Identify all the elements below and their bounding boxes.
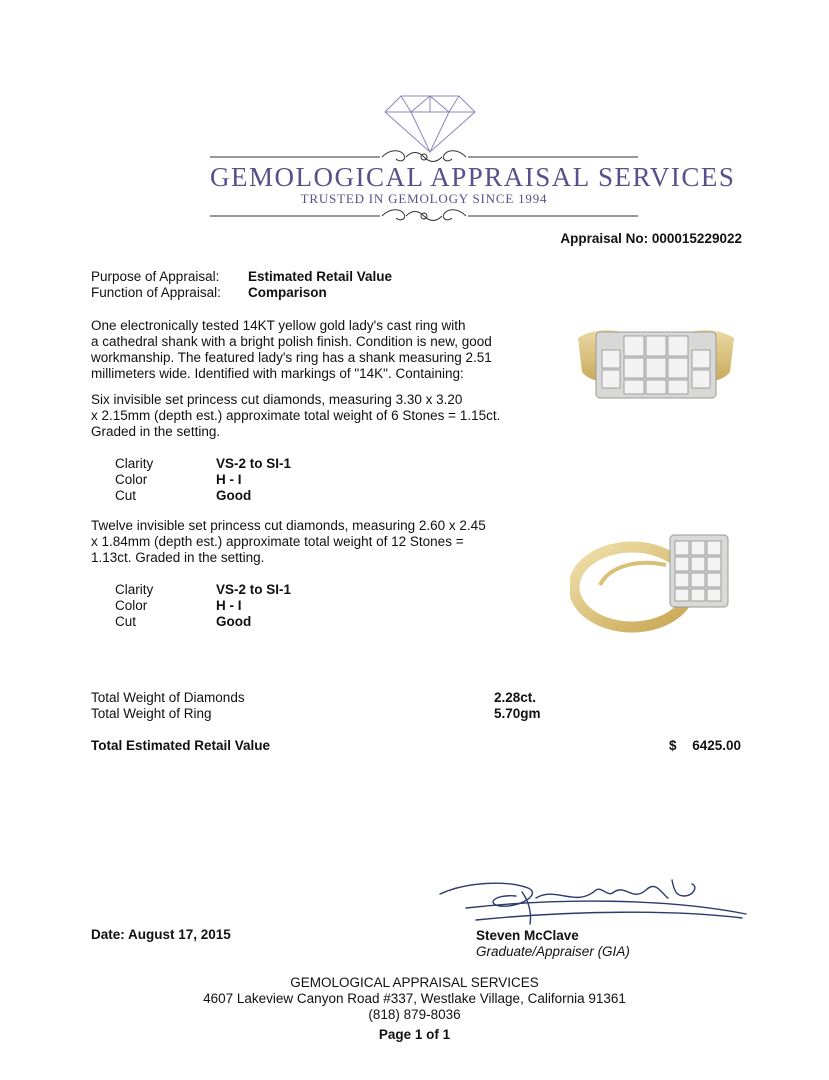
function-value: Comparison: [248, 285, 327, 300]
purpose-value: Estimated Retail Value: [248, 269, 393, 284]
appraiser-title: Graduate/Appraiser (GIA): [476, 944, 630, 959]
grade-label-clarity: Clarity: [115, 582, 154, 597]
grade-value-clarity: VS-2 to SI-1: [216, 582, 292, 597]
grade-value-color: H - I: [216, 472, 242, 487]
description-line: millimeters wide. Identified with markings of "14K". Containing:: [91, 366, 464, 381]
ring-description: [91, 318, 531, 382]
stone-description-line: Graded in the setting.: [91, 424, 221, 439]
description-line: a cathedral shank with a bright polish finish. Condition is new, good: [91, 334, 492, 349]
function-label: Function of Appraisal:: [91, 285, 221, 300]
currency-symbol: $: [669, 738, 677, 753]
appraisal-number: Appraisal No: 000015229022: [560, 231, 742, 246]
grade-value-cut: Good: [216, 488, 252, 503]
stone-description-line: 1.13ct. Graded in the setting.: [91, 550, 265, 565]
stone-description-line: Twelve invisible set princess cut diamonds, measuring 2.60 x 2.45: [91, 518, 486, 533]
diamond-icon: [383, 92, 477, 154]
description-line: workmanship. The featured lady's ring has a shank measuring 2.51: [91, 350, 492, 365]
appraisal-date: Date: August 17, 2015: [91, 927, 231, 942]
ring-photo-front: [570, 310, 742, 410]
grade-label-cut: Cut: [115, 614, 137, 629]
footer-phone: (818) 879-8036: [368, 1007, 461, 1022]
footer-address: 4607 Lakeview Canyon Road #337, Westlake Village, California 91361: [203, 991, 626, 1006]
grade-label-clarity: Clarity: [115, 456, 154, 471]
grade-value-cut: Good: [216, 614, 252, 629]
total-weight-diamonds-value: 2.28ct.: [494, 690, 537, 705]
total-weight-ring-value: 5.70gm: [494, 706, 541, 721]
stone-description-line: Six invisible set princess cut diamonds, measuring 3.30 x 3.20: [91, 392, 463, 407]
stone-description-line: x 1.84mm (depth est.) approximate total weight of 12 Stones =: [91, 534, 464, 549]
stone-description-line: x 2.15mm (depth est.) approximate total weight of 6 Stones = 1.15ct.: [91, 408, 501, 423]
footer-company: GEMOLOGICAL APPRAISAL SERVICES: [290, 975, 539, 990]
grade-label-cut: Cut: [115, 488, 137, 503]
description-line: One electronically tested 14KT yellow gold lady's cast ring with: [91, 318, 466, 333]
ring-photo-side: [570, 525, 740, 640]
grade-label-color: Color: [115, 598, 148, 613]
total-retail-value-label: Total Estimated Retail Value: [91, 738, 271, 753]
grade-value-color: H - I: [216, 598, 242, 613]
appraiser-name: Steven McClave: [476, 928, 579, 943]
purpose-label: Purpose of Appraisal:: [91, 269, 220, 284]
stone-group-1-description: [91, 392, 531, 440]
page-number: Page 1 of 1: [378, 1027, 451, 1042]
total-weight-ring-label: Total Weight of Ring: [91, 706, 212, 721]
ornament-divider-bottom: [210, 205, 638, 227]
logo-tagline: TRUSTED IN GEMOLOGY SINCE 1994: [300, 191, 548, 206]
logo-company-name: GEMOLOGICAL APPRAISAL SERVICES: [210, 162, 736, 192]
total-retail-value: 6425.00: [692, 738, 741, 753]
grade-label-color: Color: [115, 472, 148, 487]
grade-value-clarity: VS-2 to SI-1: [216, 456, 292, 471]
total-weight-diamonds-label: Total Weight of Diamonds: [91, 690, 245, 705]
stone-group-2-description: [91, 518, 531, 566]
appraiser-signature: [436, 868, 748, 930]
